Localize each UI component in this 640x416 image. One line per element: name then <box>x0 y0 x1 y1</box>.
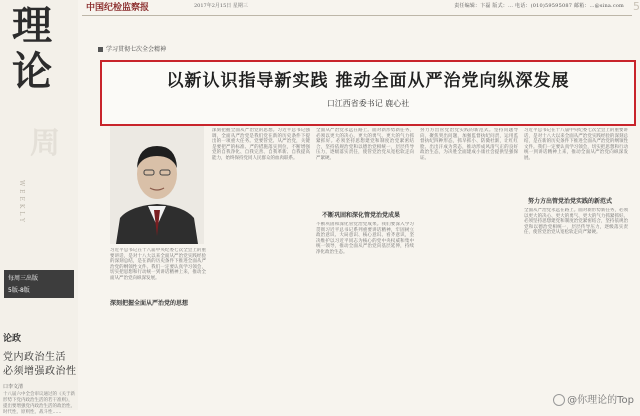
article-column: 全面从严治党永远在路上。面对新形势新任务，必须以更大的决心、更大的勇气、更大的气力抓紧抓好。必须坚持思想建党和制度治党紧密结合，坚持依规治党和以德治党相统一，层层传导压力，逐级落实责任，使管党治党从宽松软走向严紧硬。 <box>316 128 414 161</box>
lunzheng-tag: 论政 <box>3 334 22 344</box>
section-char-lun: 论 <box>12 48 52 95</box>
masthead <box>82 0 632 16</box>
weibo-icon <box>553 394 565 406</box>
portrait-illustration <box>110 126 204 244</box>
article-subhead: 深刻把握全面从严治党的思想 <box>110 300 189 307</box>
page-number: 5 <box>633 0 640 13</box>
left-headline: 党内政治生活 <box>3 352 66 363</box>
article-column: 深刻把握全面从严治党的思想。习近平总书记强调，全面从严治党是我们党在新的历史条件下提出的一项重大任务。党要管党、从严治党，关键是要把严的标准、严的措施落实到位，不断增强党的自我净化、自我完善、自我革新、自我提高能力，始终保持党同人民群众的血肉联系。 <box>212 128 310 161</box>
author-photo <box>110 126 204 244</box>
article-column: 努力方出管党治党实践的新范式。坚持问题导向，聚焦突出问题，加强监督执纪问责，运用监督执纪四种形态，抓早抓小、防微杜渐，让红红脸、出出汗成为常态，推动形成风清气正的良好政治生态，为决胜全面建成小康社会提供坚强保证。 <box>420 128 518 161</box>
article-byline: 口江西省委书记 鹿心社 <box>326 99 410 108</box>
section-char-zhou: 周 <box>30 126 60 161</box>
section-label-text: 学习贯彻七次全会精神 <box>106 46 167 53</box>
article-column: 全面从严治党永远在路上。面对新形势新任务，必须以更大的决心、更大的勇气、更大的气力抓紧抓好。必须坚持思想建党和制度治党紧密结合，坚持依规治党和以德治党相统一，层层传导压力，逐级落实责任，使管党治党从宽松软走向严紧硬。 <box>524 208 628 236</box>
issue-date: 2017年2月15日 星期三 <box>194 3 248 9</box>
editor-info: 责任编辑：卞磊 版式：… 电话：(010)59595087 邮箱：…@sina.com <box>454 3 624 9</box>
left-author: 口李文清 <box>3 384 24 390</box>
article-column: 习近平总书记在十八届中央纪委七次全会上的重要讲话，是对十八大以来全面从严治党实践经验的深刻总结，是在新的历史条件下推进全面从严治党的纲领性文件。我们一定要认真学习领会，切实把思想和行动统一到讲话精神上来，推动全面从严治党向纵深发展。 <box>110 248 206 281</box>
section-char-li: 理 <box>12 2 52 49</box>
watermark-text: @你理论的Top <box>567 395 634 406</box>
newspaper-title: 中国纪检监察报 <box>86 3 150 13</box>
weekly-label: WEEKLY <box>18 180 25 225</box>
article-column: 不断巩固和深化管党治党成果。我们要深入学习贯彻习近平总书记系列重要讲话精神，牢固树立政治意识、大局意识、核心意识、看齐意识，坚决维护以习近平同志为核心的党中央权威和集中统一领导，推动全面从严治党向基层延伸，持续净化政治生态。 <box>316 222 414 255</box>
left-body-text: 十八届六中全会审议通过的《关于新形势下党内政治生活的若干准则》，提出要增强党内政治生活的政治性、时代性、原则性、战斗性…… <box>3 392 75 415</box>
article-subhead: 努力方出管党治党实践的新范式 <box>528 198 613 205</box>
edition-line: 5版-8版 <box>8 287 30 294</box>
article-column: 习近平总书记在十八届中央纪委七次全会上的重要讲话，是对十八大以来全面从严治党实践经验的深刻总结，是在新的历史条件下推进全面从严治党的纲领性文件。我们一定要认真学习领会，切实把思想和行动统一到讲话精神上来，推动全面从严治党向纵深发展。 <box>524 128 628 161</box>
left-headline: 必须增强政治性 <box>3 366 77 377</box>
edition-line: 每周三出版 <box>8 275 39 282</box>
watermark <box>553 391 634 406</box>
square-icon <box>98 47 103 52</box>
section-label <box>98 44 166 53</box>
article-headline: 以新认识指导新实践 推动全面从严治党向纵深发展 <box>166 71 570 91</box>
headline-box <box>100 60 636 126</box>
article-subhead: 不断巩固和深化管党治党成果 <box>322 212 401 219</box>
